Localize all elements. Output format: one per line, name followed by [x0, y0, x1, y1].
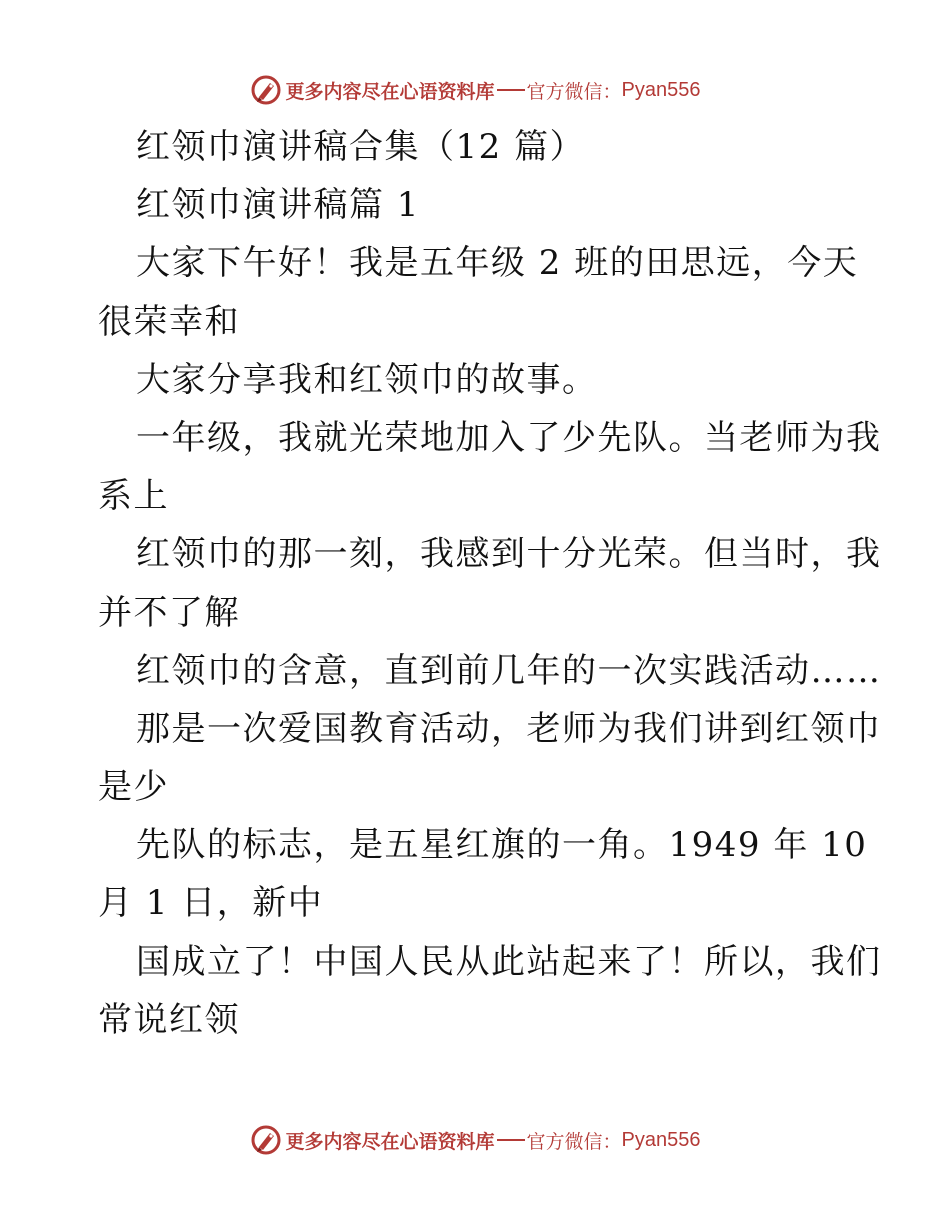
paragraph-line: 并不了解 — [98, 592, 240, 633]
doc-title: 红领巾演讲稿合集（12 篇） — [136, 127, 586, 167]
wechat-label: 官方微信： — [526, 1130, 622, 1153]
document-body — [98, 118, 882, 1049]
paragraph-line: 一年级，我就光荣地加入了少先队。当老师为我 — [136, 417, 882, 458]
footer-banner — [0, 1120, 950, 1160]
paragraph-line: 是少 — [98, 767, 169, 808]
paragraph-line: 国成立了！中国人民从此站起来了！所以，我们 — [136, 941, 882, 982]
header-banner — [0, 70, 950, 110]
wechat-id: Pyan556 — [621, 1128, 701, 1151]
banner-text: 更多内容尽在心语资料库 — [285, 1130, 495, 1153]
paragraph-line: 系上 — [98, 476, 169, 517]
banner-dash — [497, 1139, 525, 1141]
pen-logo-icon — [250, 1124, 282, 1156]
paragraph-line: 大家下午好！我是五年级 2 班的田思远，今天 — [136, 243, 859, 284]
paragraph-line: 大家分享我和红领巾的故事。 — [136, 359, 598, 400]
paragraph-line: 先队的标志，是五星红旗的一角。1949 年 10 — [136, 825, 868, 866]
wechat-id: Pyan556 — [621, 78, 701, 101]
paragraph-line: 很荣幸和 — [98, 301, 240, 342]
banner-text: 更多内容尽在心语资料库 — [285, 80, 495, 103]
doc-subtitle: 红领巾演讲稿篇 1 — [136, 185, 420, 226]
pen-logo-icon — [250, 74, 282, 106]
paragraph-line: 那是一次爱国教育活动，老师为我们讲到红领巾 — [136, 708, 882, 749]
paragraph-line: 红领巾的那一刻，我感到十分光荣。但当时，我 — [136, 534, 882, 575]
banner-dash — [497, 89, 525, 91]
wechat-label: 官方微信： — [526, 80, 622, 103]
paragraph-line: 红领巾的含意，直到前几年的一次实践活动…… — [136, 650, 882, 691]
paragraph-line: 常说红领 — [98, 999, 240, 1040]
paragraph-line: 月 1 日，新中 — [98, 883, 324, 924]
